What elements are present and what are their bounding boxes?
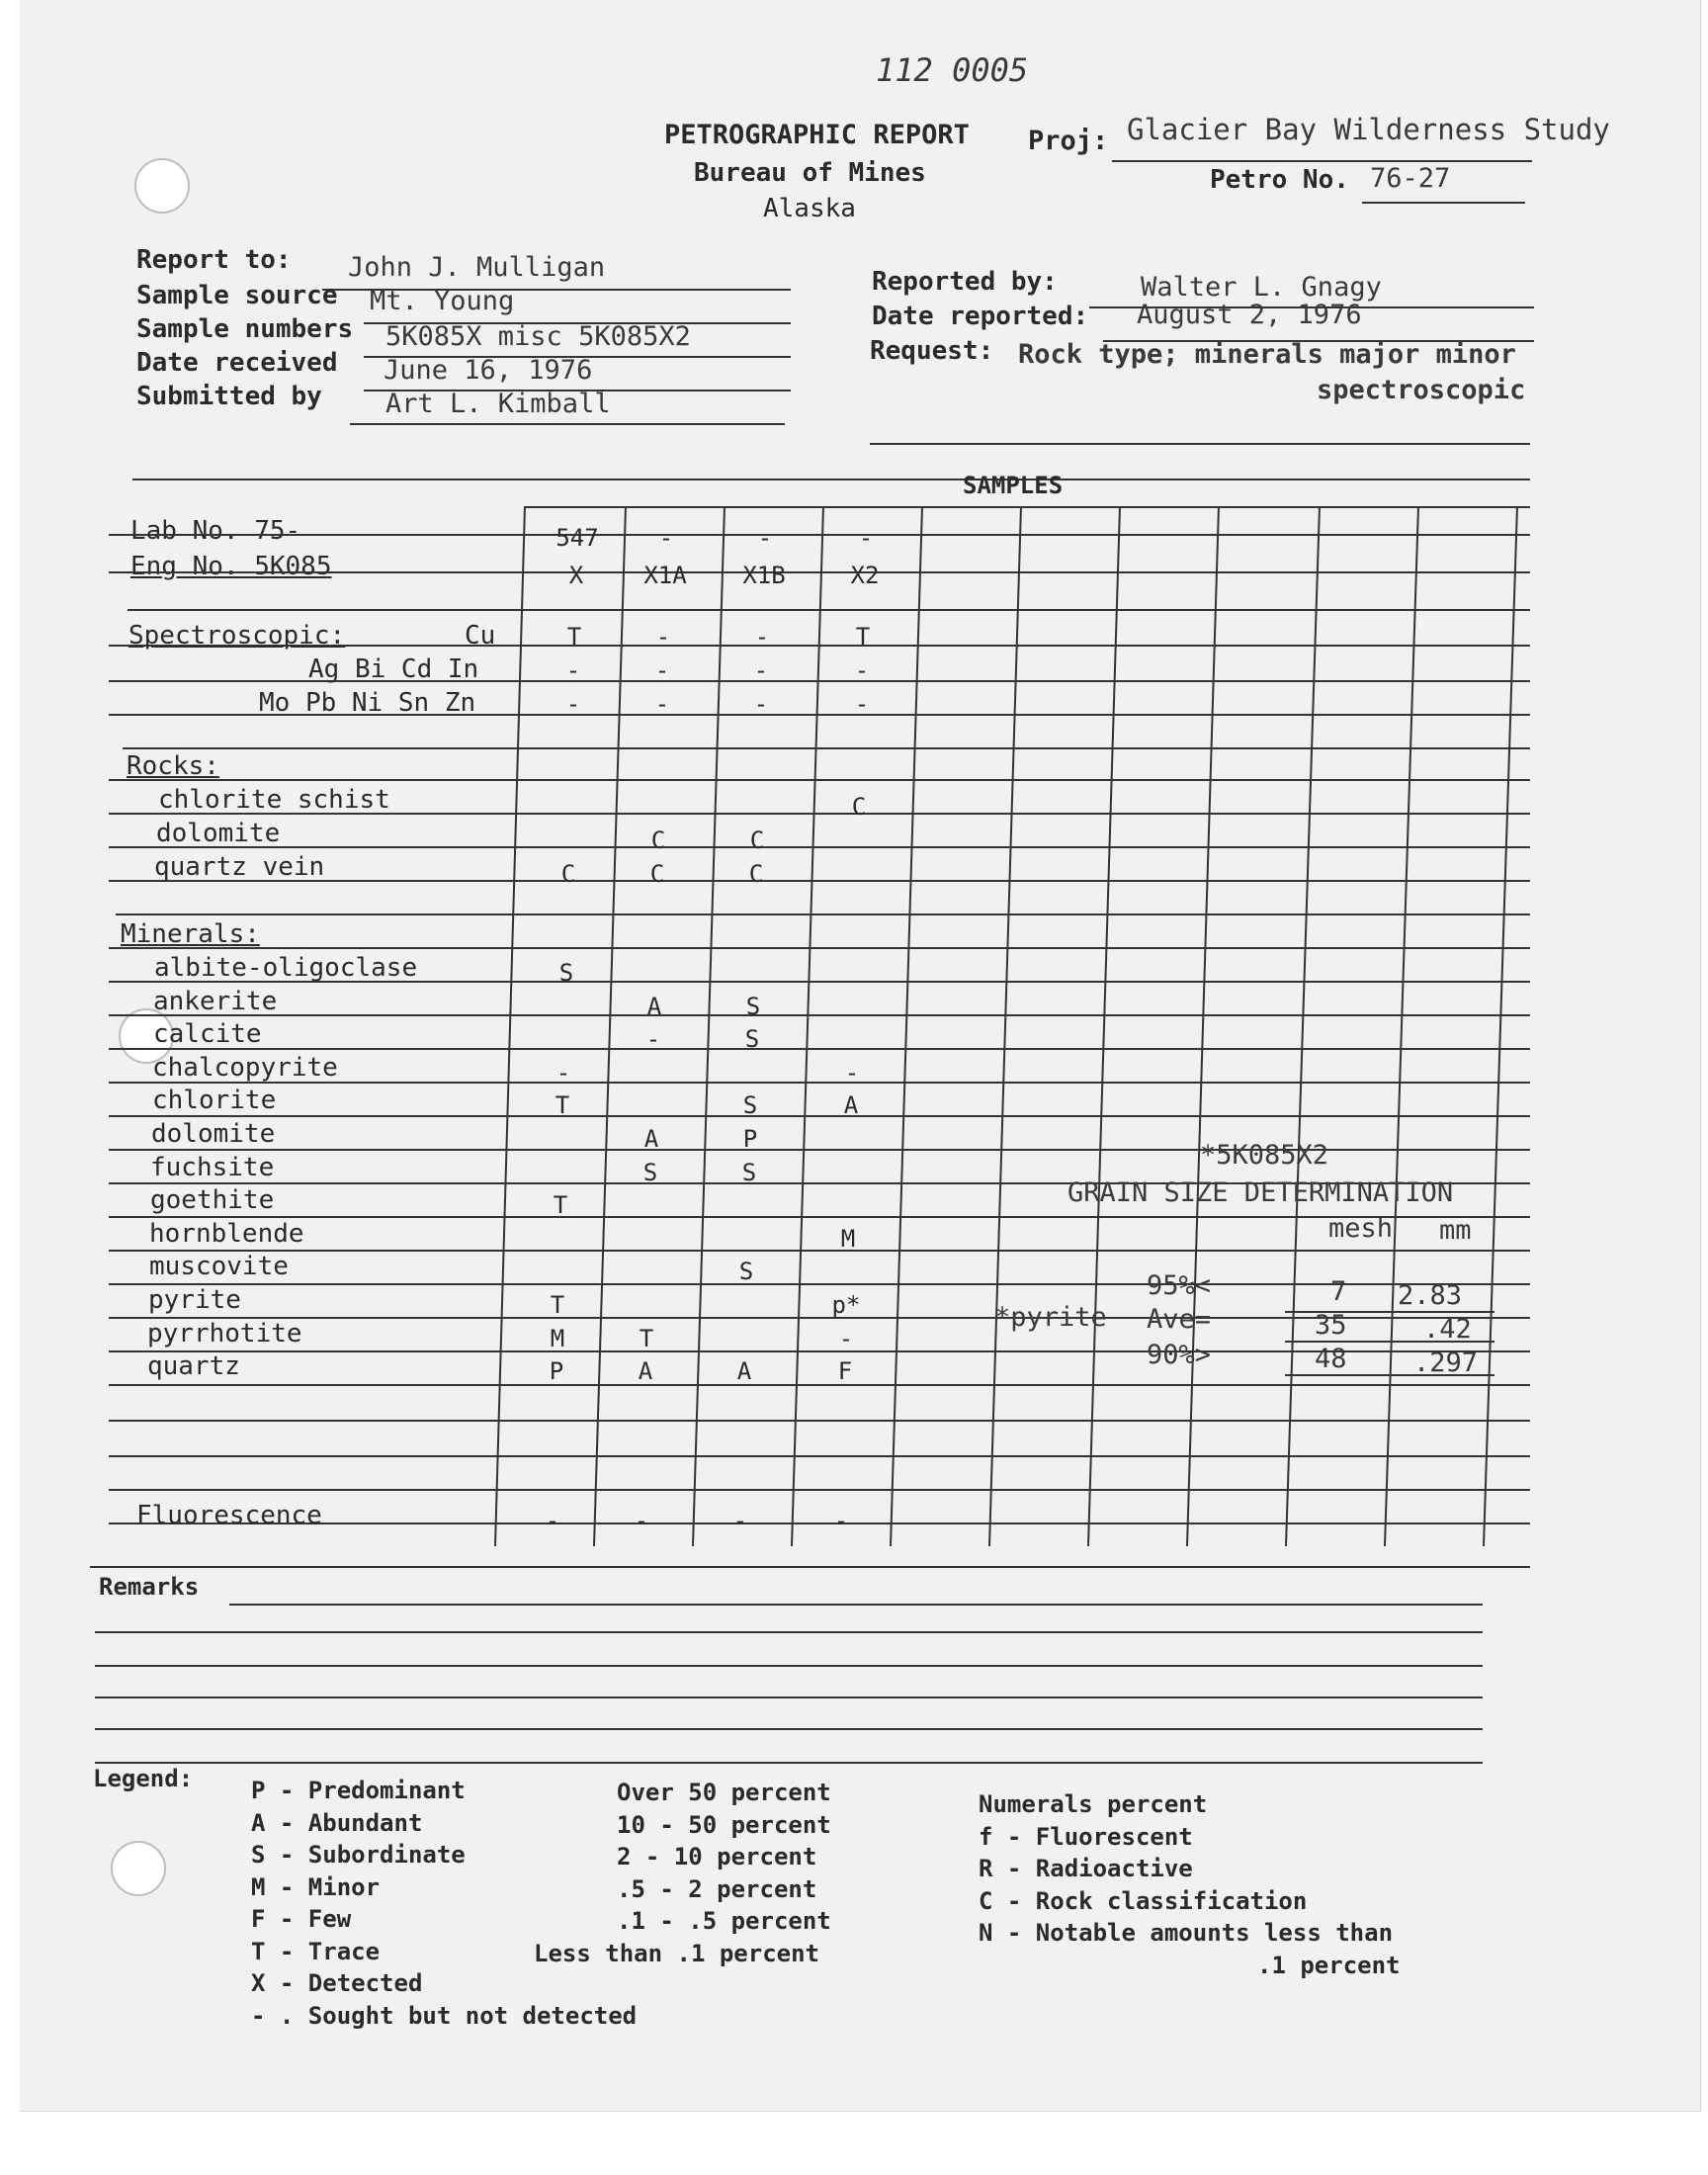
legend-right-item: C - Rock classification [979,1886,1308,1915]
row-rule [123,747,1530,749]
row-rule [109,1420,1530,1422]
mineral-cell: T [639,1324,654,1352]
grain-row-3-mesh: 48 [1315,1344,1347,1374]
spectro-cell: - [854,690,870,718]
row-rule [109,1115,1530,1117]
sample-source-label: Sample source [136,281,338,310]
page-number: 112 0005 [876,51,1029,89]
mineral-row-label: dolomite [151,1119,276,1149]
sample-source-value: Mt. Young [370,286,515,316]
legend-right-item: .1 percent [1257,1951,1401,1979]
grain-size-sample: *5K085X2 [1200,1140,1329,1171]
sample-numbers-label: Sample numbers [136,314,354,344]
rock-cell: C [649,860,665,888]
mineral-row-label: muscovite [149,1252,289,1282]
legend-code: T - Trace [251,1937,381,1965]
date-received-label: Date received [136,348,338,378]
mineral-cell: S [744,1025,760,1054]
mineral-row-label: pyrite [148,1285,241,1315]
remarks-line-1 [229,1604,1483,1606]
mineral-cell: T [555,1091,570,1120]
submitted-by-underline [350,423,785,425]
legend-range: Over 50 percent [617,1779,831,1806]
mineral-row-label: chlorite [152,1086,277,1116]
fluorescence-cell: - [545,1507,560,1534]
legend-code: - . Sought but not detected [251,2001,638,2030]
fluorescence-cell: - [833,1507,849,1534]
grain-row-1-label: 95%< [1147,1270,1212,1301]
rock-cell: C [560,860,576,888]
mineral-cell: A [643,1125,659,1153]
report-to-label: Report to: [136,245,292,275]
legend-code: S - Subordinate [251,1841,466,1869]
mineral-row-label: quartz [147,1351,240,1382]
mineral-cell: S [741,1158,757,1186]
rock-cell: C [650,826,666,854]
mineral-row-label: albite-oligoclase [154,953,418,983]
grain-row-2-label: Ave= [1147,1304,1212,1335]
grain-row-3-mm: .297 [1413,1348,1479,1378]
grain-row-1-mesh: 7 [1330,1276,1347,1307]
remarks-label: Remarks [99,1573,200,1601]
date-reported-value: August 2, 1976 [1137,300,1362,330]
mineral-row-label: calcite [153,1019,262,1050]
row-rule [109,1283,1530,1285]
legend-label: Legend: [93,1765,194,1792]
report-to-value: John J. Mulligan [348,252,606,283]
spectro-cell: T [566,623,582,651]
row-rule [109,846,1530,848]
legend-range: .1 - .5 percent [617,1907,831,1935]
legend-range: 10 - 50 percent [617,1810,831,1839]
samples-rule [524,506,1530,508]
grain-size-mm-heading: mm [1439,1215,1472,1246]
grain-rule-1 [1285,1311,1494,1313]
petro-value: 76-27 [1370,163,1451,194]
legend-range: 2 - 10 percent [617,1843,817,1870]
rock-cell: C [748,860,764,888]
spectro-cell: - [654,656,670,684]
grain-rule-3 [1285,1374,1494,1376]
lab-no-cell: - [858,524,874,552]
remarks-line-3 [95,1665,1483,1667]
rocks-heading: Rocks: [127,751,219,781]
mineral-cell: S [642,1158,658,1186]
request-value-cont: spectroscopic [1317,375,1526,405]
spectro-row-label: Ag Bi Cd In [308,654,479,684]
lab-no-label: Lab No. 75- [130,516,301,546]
fluorescence-cell: - [634,1507,649,1534]
spectro-cell: - [854,656,870,684]
row-rule [109,779,1530,781]
mineral-cell: P [742,1125,758,1153]
mineral-cell: - [555,1058,571,1087]
petro-underline [1362,202,1525,204]
mineral-cell: S [745,992,761,1020]
mineral-cell: A [736,1357,752,1386]
legend-code: F - Few [251,1905,352,1933]
reported-by-label: Reported by: [872,267,1058,297]
spectro-cell: - [753,690,769,718]
legend-code: A - Abundant [251,1808,423,1837]
spectro-cell: - [754,623,770,651]
grain-size-note: *pyrite [994,1302,1107,1333]
grain-size-mesh-heading: mesh [1328,1213,1394,1244]
remarks-line-2 [95,1631,1483,1633]
grain-row-1-mm: 2.83 [1398,1280,1463,1311]
submitted-by-label: Submitted by [136,382,322,411]
grain-size-title: GRAIN SIZE DETERMINATION [1068,1177,1454,1208]
request-label: Request: [870,336,994,366]
mineral-cell: P [549,1357,564,1386]
proj-label: Proj: [1028,126,1109,156]
row-rule [109,1489,1530,1491]
spectro-row-label: Mo Pb Ni Sn Zn [259,688,476,718]
rock-cell: C [851,793,867,821]
mineral-cell: - [838,1324,854,1352]
mineral-row-label: goethite [150,1185,275,1216]
mineral-cell: M [840,1224,856,1253]
sample-numbers-value: 5K085X misc 5K085X2 [385,321,691,352]
legend-code: M - Minor [251,1872,381,1901]
request-value: Rock type; minerals major minor [1018,339,1516,370]
row-rule [116,914,1530,915]
lab-no-cell: 547 [555,524,599,552]
row-rule [109,1014,1530,1016]
punch-hole-bottom [111,1841,166,1896]
row-rule [109,1048,1530,1050]
mineral-cell: - [645,1025,661,1054]
rock-row-label: chlorite schist [158,785,390,815]
rock-row-label: dolomite [156,819,281,848]
report-title: PETROGRAPHIC REPORT [664,120,970,150]
mineral-row-label: fuchsite [150,1152,275,1182]
mineral-cell: S [738,1258,754,1286]
mineral-cell: A [638,1357,653,1386]
request-line-1 [870,443,1530,445]
lab-no-cell: - [757,524,773,552]
spectroscopic-heading: Spectroscopic: [128,621,346,651]
legend-right-item: R - Radioactive [979,1855,1193,1882]
spectro-row-label: Cu [465,621,496,651]
row-rule [128,609,1530,611]
punch-hole-top [134,158,190,214]
date-received-value: June 16, 1976 [384,355,593,386]
mineral-row-label: chalcopyrite [152,1052,338,1083]
mineral-cell: p* [831,1291,861,1319]
mineral-cell: S [558,959,574,987]
row-rule [109,571,1530,573]
spectro-cell: - [753,656,769,684]
eng-no-cell: X1B [742,562,786,589]
mineral-cell: T [550,1291,565,1319]
mineral-row-label: hornblende [149,1218,304,1249]
samples-heading: SAMPLES [963,472,1064,499]
remarks-line-6 [95,1762,1483,1764]
eng-no-cell: X [568,562,584,589]
rock-row-label: quartz vein [154,852,325,882]
eng-no-label: Eng No. 5K085 [130,552,332,581]
eng-no-cell: X2 [850,562,880,589]
mineral-cell: T [553,1191,568,1220]
legend-right-item: f - Fluorescent [979,1822,1193,1851]
row-rule [109,1216,1530,1218]
eng-no-cell: X1A [643,562,687,589]
legend-right-item: N - Notable amounts less than [979,1919,1394,1947]
fluorescence-label: Fluorescence [136,1501,322,1530]
row-rule [109,534,1530,536]
spectro-cell: - [654,690,670,718]
legend-range: .5 - 2 percent [617,1874,817,1903]
mineral-cell: F [837,1357,853,1386]
row-rule [109,1455,1530,1457]
table-top-rule [132,478,1530,480]
row-rule [90,1566,1530,1568]
row-rule [109,947,1530,949]
remarks-line-5 [95,1728,1483,1730]
submitted-by-value: Art L. Kimball [385,389,611,419]
spectro-cell: T [855,623,871,651]
rock-cell: C [749,826,765,854]
mineral-cell: A [646,992,662,1020]
mineral-cell: A [843,1091,859,1120]
lab-no-cell: - [658,524,674,552]
mineral-cell: M [550,1324,565,1352]
minerals-heading: Minerals: [121,919,260,949]
legend-range: Less than .1 percent [534,1939,819,1967]
proj-underline [1112,160,1532,162]
grain-row-2-mesh: 35 [1315,1310,1347,1341]
remarks-line-4 [95,1696,1483,1698]
spectro-cell: - [565,690,581,718]
region-name: Alaska [763,194,856,223]
reported-by-value: Walter L. Gnagy [1141,272,1382,303]
mineral-row-label: pyrrhotite [147,1318,302,1348]
legend-code: P - Predominant [251,1777,466,1804]
petro-label: Petro No. [1210,165,1349,195]
proj-value: Glacier Bay Wilderness Study [1127,113,1610,146]
legend-code: X - Detected [251,1969,423,1997]
fluorescence-cell: - [732,1507,748,1534]
mineral-cell: S [742,1091,758,1120]
grain-row-3-label: 90%> [1147,1340,1212,1370]
agency-name: Bureau of Mines [694,158,926,188]
legend-right-item: Numerals percent [979,1790,1208,1818]
grain-row-2-mm: .42 [1423,1314,1472,1345]
spectro-cell: - [565,656,581,684]
grain-rule-2 [1285,1341,1494,1343]
mineral-cell: - [844,1058,860,1087]
date-reported-label: Date reported: [872,302,1089,331]
mineral-row-label: ankerite [153,986,278,1016]
spectro-cell: - [655,623,671,651]
